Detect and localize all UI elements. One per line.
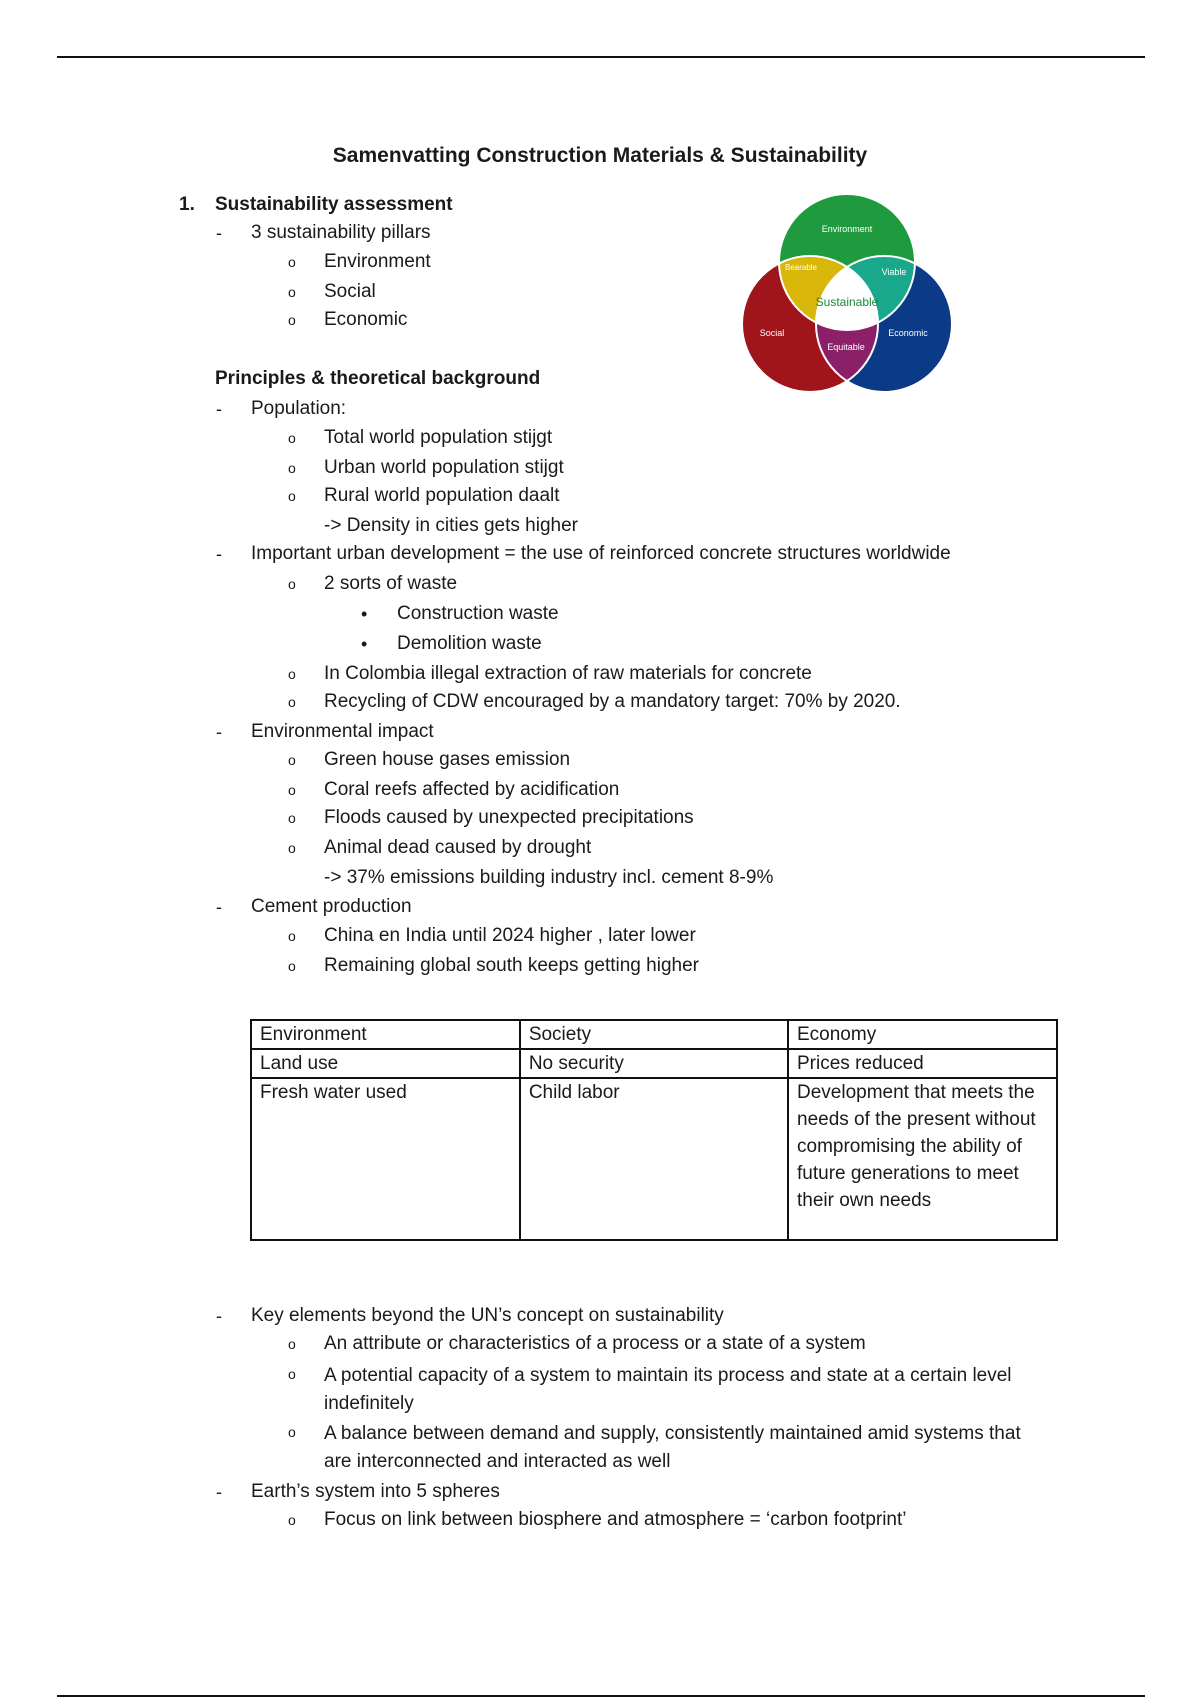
circle-marker: o	[288, 1512, 296, 1528]
urban-item: Recycling of CDW encouraged by a mandatory target: 70% by 2020.	[324, 691, 901, 712]
dash-marker: -	[216, 544, 222, 564]
page-title: Samenvatting Construction Materials & Sustainability	[332, 144, 868, 167]
dash-marker: -	[216, 722, 222, 742]
circle-marker: o	[288, 752, 296, 768]
impact-item: Animal dead caused by drought	[324, 837, 592, 858]
table-cell: Development that meets the needs of the present without compromising the ability of future generations to meet their own needs	[788, 1078, 1057, 1240]
population-item: Rural world population daalt	[324, 485, 560, 506]
waste-label: 2 sorts of waste	[324, 573, 458, 594]
urban-label: Important urban development = the use of reinforced concrete structures worldwide	[251, 543, 951, 564]
impact-item: Green house gases emission	[324, 749, 571, 770]
cement-item: Remaining global south keeps getting higher	[324, 955, 699, 976]
impact-label: Environmental impact	[251, 721, 434, 742]
venn-label-viable: Viable	[881, 267, 907, 277]
urban-item: In Colombia illegal extraction of raw materials for concrete	[324, 663, 812, 684]
cement-item: China en India until 2024 higher , later lower	[324, 925, 696, 946]
population-item: Urban world population stijgt	[324, 457, 564, 478]
circle-marker: o	[288, 284, 296, 300]
table-cell: Child labor	[520, 1078, 788, 1240]
circle-marker: o	[288, 810, 296, 826]
impact-item: Floods caused by unexpected precipitations	[324, 807, 694, 828]
key-element-item: A balance between demand and supply, consistently maintained amid systems that are interconnected and interacted as well	[324, 1423, 1021, 1472]
pillar-item: Environment	[324, 251, 431, 272]
dash-marker: -	[216, 1482, 222, 1502]
circle-marker: o	[288, 958, 296, 974]
table-row	[251, 1078, 1057, 1240]
impact-note: -> 37% emissions building industry incl. cement 8-9%	[324, 867, 774, 888]
spheres-item: Focus on link between biosphere and atmosphere = ‘carbon footprint’	[324, 1509, 907, 1530]
section-heading: Sustainability assessment	[215, 194, 453, 215]
venn-label-economic: Economic	[888, 328, 928, 338]
waste-item: Construction waste	[397, 603, 559, 624]
table-cell: Land use	[251, 1049, 520, 1078]
table-row	[251, 1049, 1057, 1078]
table-header-row	[251, 1020, 1057, 1049]
pillars-intro: 3 sustainability pillars	[251, 222, 431, 243]
sustainability-venn-diagram	[740, 190, 960, 400]
venn-label-bearable: Bearable	[784, 263, 818, 272]
table-cell: Fresh water used	[251, 1078, 520, 1240]
circle-marker: o	[288, 430, 296, 446]
circle-marker: o	[288, 460, 296, 476]
circle-marker: o	[288, 254, 296, 270]
principles-heading: Principles & theoretical background	[215, 368, 541, 389]
circle-marker: o	[288, 694, 296, 710]
table-header-cell: Economy	[788, 1020, 1057, 1049]
population-note: -> Density in cities gets higher	[324, 515, 578, 536]
top-rule	[57, 56, 1145, 58]
circle-marker: o	[288, 576, 296, 592]
pillar-item: Economic	[324, 309, 408, 330]
bullet-marker: •	[361, 604, 368, 624]
key-element-item: An attribute or characteristics of a process or a state of a system	[324, 1333, 866, 1354]
circle-marker: o	[288, 1366, 296, 1382]
circle-marker: o	[288, 782, 296, 798]
circle-marker: o	[288, 1336, 296, 1352]
cement-label: Cement production	[251, 896, 412, 917]
table-header-cell: Society	[520, 1020, 788, 1049]
bullet-marker: •	[361, 634, 368, 654]
dash-marker: -	[216, 1306, 222, 1326]
table-cell: Prices reduced	[788, 1049, 1057, 1078]
dash-marker: -	[216, 223, 222, 243]
circle-marker: o	[288, 1424, 296, 1440]
venn-label-sustainable: Sustainable	[815, 295, 879, 309]
table-cell: No security	[520, 1049, 788, 1078]
table-header-cell: Environment	[251, 1020, 520, 1049]
impact-item: Coral reefs affected by acidification	[324, 779, 620, 800]
bottom-rule	[57, 1695, 1145, 1697]
venn-label-environment: Environment	[821, 224, 873, 234]
population-item: Total world population stijgt	[324, 427, 553, 448]
population-label: Population:	[251, 398, 347, 419]
pillar-item: Social	[324, 281, 376, 302]
dash-marker: -	[216, 897, 222, 917]
dash-marker: -	[216, 399, 222, 419]
key-elements-label: Key elements beyond the UN’s concept on sustainability	[251, 1305, 724, 1326]
pillars-table	[250, 1019, 1058, 1241]
circle-marker: o	[288, 928, 296, 944]
spheres-label: Earth’s system into 5 spheres	[251, 1481, 500, 1502]
venn-label-social: Social	[759, 328, 785, 338]
circle-marker: o	[288, 312, 296, 328]
circle-marker: o	[288, 840, 296, 856]
venn-label-equitable: Equitable	[827, 342, 865, 352]
circle-marker: o	[288, 666, 296, 682]
key-element-item: A potential capacity of a system to maintain its process and state at a certain level indefinitely	[324, 1365, 1012, 1414]
section-number: 1.	[179, 194, 195, 215]
waste-item: Demolition waste	[397, 633, 542, 654]
circle-marker: o	[288, 488, 296, 504]
